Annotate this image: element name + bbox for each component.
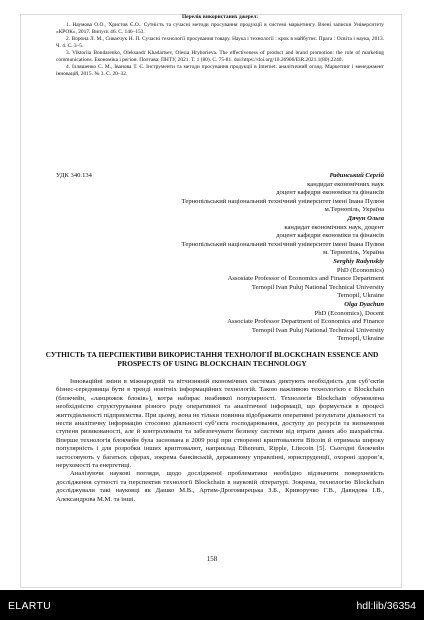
page-number: 158 — [206, 555, 218, 563]
author-line: доцент кафедри економіки та фінансів — [276, 189, 384, 197]
references-section — [56, 14, 384, 78]
repository-footer-bar — [0, 590, 424, 620]
authors-block — [150, 172, 384, 344]
author-line: кандидат економічних наук, доцент — [284, 223, 384, 231]
author-line: м. Тернопіль, Україна — [322, 249, 384, 257]
author-name: Olga Dyachun — [344, 300, 384, 308]
author-line: Ternopil, Ukraine — [337, 335, 384, 343]
udc-code: УДК 340.134 — [56, 172, 92, 179]
body-paragraph: Інноваційні зміни в міжнародній та вітчизняній економічних системах диктують необхідність для суб’єктів бізнес-середовища бути в тренді новітніх інформаційних технологій. Такою важливою технологією є Blockchain (блокчейн, «ланцюжок блоків»), котра набирає неабиякої популярності. Технологія Blockchain обумовлена необхідністю структурування різного роду оперативної та аналітичної інформації, що формується в процесі життєдіяльності підприємства. При цьому, вона не тільки повинна відображати оперативні результати діяльності та нести аналітичну інформацію стосовно діяльності суб’єкта господарювання, доступу до ресурсів та визначення ступеня ризикованості, але й контролювати та забезпечувати безпеку системи від втрати даних або шахрайства. Вперше технологія блокчейн була заснована в 2009 році при створенні криптовалюти Bitcoin й отримала широку популярність і для розробки інших криптовалют, наприклад Ethereum, Ripple, Litecoin [5]. Сьогодні блокчейн застосовують у багатьох сферах, зокрема банківській, державному управлінні, юриспруденції, охороні здоров’я, нерухомості та енергетиці. — [56, 378, 384, 470]
author-line: кандидат економічних наук — [307, 180, 384, 188]
handle-id: hdl:lib/36354 — [356, 600, 416, 612]
repository-name: ELARTU — [8, 600, 52, 612]
author-name: Serghiy Radynskiy — [333, 257, 384, 265]
author-line: PhD (Economics) — [336, 266, 384, 274]
author-line: PhD (Economics), Docent — [314, 309, 384, 317]
author-line: Тернопільський національний технічний університет імені Івана Пулюя — [181, 240, 384, 248]
reference-item: 3. Viktoriia Bondarenko, Oleksandr Khadartsev, Olesia Hryhorieva. The effectiveness of product and brand promotion: the role of marketing communications. Економіка і регіон. Полтава: ПНТУ, 2021. Т. 1 (80). С. 75-81. doi:https://doi.org/10.26906/EiR.2021.1(80).2240. — [56, 50, 384, 63]
author-line: Ternopil, Ukraine — [337, 292, 384, 300]
author-line: доцент кафедри економіки та фінансів — [276, 232, 384, 240]
body-paragraph: Аналізуючи наукові погляди, щодо дослідженої проблематики необхідно відзначити поверхневість дослідження сутності та перспектив технології Blockchain в науковій літературі. Зокрема, технологію Blockchain досліджували такі науковці як Дашко М.В., Артим-Дрогомирецька З.Б., Криворучко Г.В., Давидова І.В., Александрова М.М. та інші. — [56, 470, 384, 503]
author-line: Ternopil Ivan Puluj National Technical University — [251, 283, 384, 291]
reference-item: 2. Ворона Л. М., Сиваєчук Н. П. Сучасні технології просування товару. Наука і технології : крок в майбутнє. Прага : Освіта і наука, 2013. Ч. 4. С. 3–5. — [56, 36, 384, 49]
article-title: СУТНІСТЬ ТА ПЕРСПЕКТИВИ ВИКОРИСТАННЯ ТЕХНОЛОГІЇ BLOCKCHAIN ESSENCE AND PROSPECTS OF USING BLOCKCHAIN TECHNOLOGY — [45, 350, 379, 369]
author-line: Тернопільський національний технічний університет імені Івана Пулюя — [181, 197, 384, 205]
author-line: Associate Professor Department of Economics and Finance — [227, 318, 384, 326]
author-line: Ternopil Ivan Puluj National Technical University — [251, 326, 384, 334]
article-body — [56, 378, 384, 504]
author-name: Радинський Сергій — [329, 172, 384, 179]
author-name: Дячун Ольга — [347, 214, 384, 222]
author-line: м.Тернопіль, Україна — [324, 206, 384, 214]
reference-item: 4. Ілляшенко С. М., Іванова Т. Є. Інструменти та методи просування продукції в Internet: аналітичний огляд. Маркетинг і менеджмент інновацій, 2015. № 3. С. 20–32. — [56, 64, 384, 77]
references-title: Перелік використаних джерел: — [181, 14, 259, 20]
author-line: Assosiate Professor of Economics and Finance Department — [227, 275, 384, 283]
reference-item: 1. Наумова О.О., Христов Є.О.. Сутність та сучасні методи просування продукції в системі маркетингу. Вчені записки Університету «КРОК», 2017. Випуск 46. С. 146–153. — [56, 22, 384, 35]
